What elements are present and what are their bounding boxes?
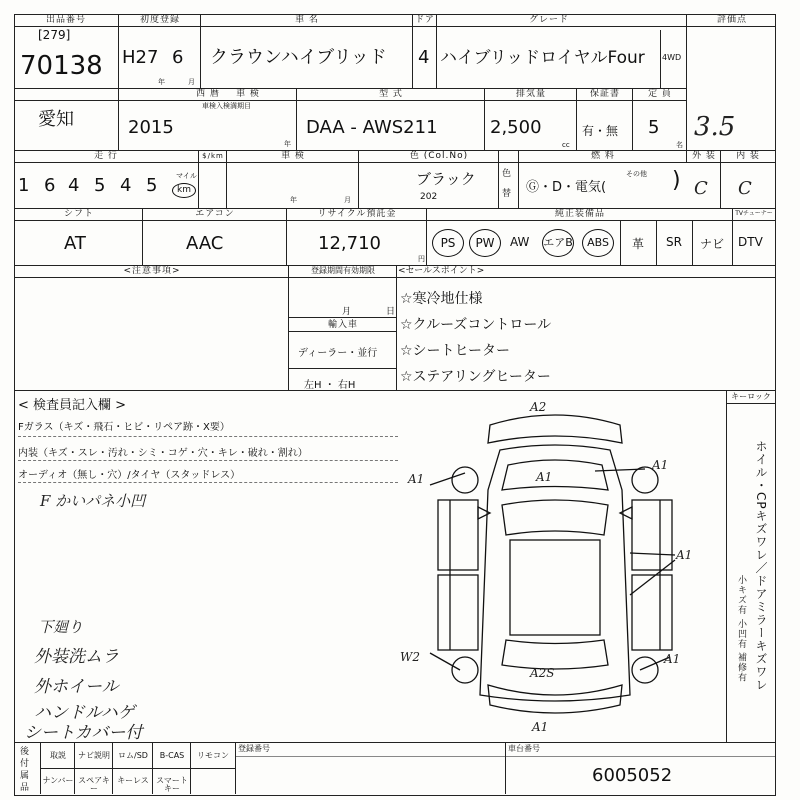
side-char: 品 — [20, 783, 30, 793]
inspector-header: < 検査員記入欄 > — [18, 398, 127, 413]
aircon-header: エアコン — [195, 209, 235, 219]
inspection-sub: 車検入検満期目 — [202, 102, 251, 110]
color-change-1: 色 — [502, 169, 512, 179]
equip-abs: ABS — [582, 229, 614, 257]
equipment-header: 純正装備品 — [554, 209, 605, 219]
chassis-number: 6005052 — [592, 765, 673, 786]
acc-spare-key: スペアキー — [78, 776, 110, 793]
acc-manual: 取説 — [50, 751, 66, 760]
year-unit: 年 — [158, 78, 165, 86]
recycle-header: リサイクル預託金 — [317, 209, 397, 219]
acc-bcas: B-CAS — [159, 751, 185, 760]
shift-header: シフト — [63, 209, 94, 219]
mileage-header: 走 行 — [94, 151, 118, 161]
model-year-unit: 年 — [284, 140, 291, 148]
color-change-2: 替 — [502, 189, 512, 199]
warranty-header: 保証書 — [589, 89, 620, 99]
acc-rom-sd: ロム/SD — [118, 751, 148, 760]
aircon-value: AAC — [186, 233, 224, 254]
acc-keyless: キーレス — [117, 776, 149, 785]
mileage-digit: 5 — [146, 175, 158, 196]
equip-pw: PW — [469, 229, 501, 257]
model-year: 2015 — [128, 117, 174, 138]
hand-note-2: 下廻り — [38, 618, 84, 636]
sales-point: ☆クルーズコントロール — [400, 317, 552, 333]
lot-prefix: [279] — [38, 28, 71, 42]
damage-mark-rear-right: A1 — [664, 652, 681, 666]
notes-header: <注意事項> — [123, 266, 181, 276]
month-unit: 月 — [188, 78, 195, 86]
model-code: DAA - AWS211 — [306, 117, 438, 138]
fuel-value: Ⓖ・D・電気( — [526, 180, 607, 195]
damage-mark-rear-left: W2 — [400, 650, 420, 664]
door-header: ドア — [415, 15, 435, 25]
recycle-value: 12,710 — [318, 233, 381, 254]
fuel-bracket-close: ) — [672, 168, 681, 193]
steering-value: 左H ・ 右H — [304, 380, 356, 391]
location: 愛知 — [38, 109, 74, 130]
model-year-header: 西 暦 — [196, 89, 220, 99]
hand-note-3: 外装洗ムラ — [34, 647, 119, 667]
exterior-header: 外 装 — [692, 151, 716, 161]
equip-dtv: DTV — [738, 235, 763, 249]
car-damage-diagram — [390, 395, 720, 740]
damage-mark-right-door: A1 — [676, 548, 693, 562]
registration-month: 月 — [342, 307, 352, 317]
first-reg-header: 初度登録 — [139, 15, 180, 25]
acc-smart-key: スマートキー — [156, 776, 188, 793]
sales-point: ☆シートヒーター — [400, 343, 510, 359]
score-header: 評価点 — [716, 15, 747, 25]
drive-type: 4WD — [662, 53, 682, 62]
inspection-header: 車 検 — [236, 89, 260, 99]
damage-mark-trunk: A2S — [530, 666, 555, 680]
registration-period-header: 登録期間有効期限 — [311, 266, 375, 275]
sales-point: ☆ステアリングヒーター — [400, 369, 551, 385]
damage-mark-front-bumper: A2 — [530, 400, 547, 414]
key-lock-text: ホイル・CPキズワレ／ドアミラーキズワレ — [754, 440, 768, 692]
capacity-header: 定 員 — [648, 89, 672, 99]
first-reg-month: 6 — [172, 47, 184, 68]
color-header: 色 (Col.No) — [409, 151, 469, 161]
capacity-unit: 名 — [676, 141, 683, 149]
mileage-digit: 4 — [68, 175, 80, 196]
drive-box — [660, 30, 686, 88]
equip-ps: PS — [432, 229, 464, 257]
hand-note-5: ハンドルハゲ — [34, 703, 135, 723]
mileage-unit-km: km — [172, 183, 196, 198]
acc-navi-manual: ナビ説明 — [78, 751, 110, 760]
equip-sunroof: SR — [666, 235, 682, 249]
shaken-header: 車 検 — [281, 151, 305, 161]
lot-no-header: 出品番号 — [45, 15, 86, 25]
exterior-grade: C — [694, 178, 708, 199]
grade-header: グレード — [528, 15, 569, 25]
warranty-value: 有・無 — [582, 124, 619, 138]
shift-value: AT — [64, 233, 86, 254]
acc-remote: リモコン — [197, 751, 229, 760]
score-value: 3.5 — [694, 112, 736, 142]
damage-mark-front-right: A1 — [652, 458, 669, 472]
model-header: 型 式 — [379, 89, 403, 99]
imported-header: 輸入車 — [327, 320, 358, 330]
registration-day: 日 — [386, 307, 396, 317]
fuel-header: 燃 料 — [591, 151, 615, 161]
inspector-line-interior: 内装（キズ・スレ・汚れ・シミ・コゲ・穴・キレ・破れ・割れ） — [18, 448, 308, 459]
door-count: 4 — [418, 47, 430, 68]
mileage-digit: 1 — [18, 175, 30, 196]
hand-note-6: シートカバー付 — [24, 723, 143, 743]
tuner-header: TVチューナー — [735, 210, 773, 217]
key-lock-header: キーロック — [731, 392, 771, 401]
color-number: 202 — [420, 192, 438, 202]
side-char: 後 — [20, 747, 30, 757]
inspector-line-audio: オーディオ（無し・穴）/タイヤ（スタッドレス） — [18, 470, 241, 481]
inspection-year-unit: 年 — [290, 196, 297, 204]
capacity-value: 5 — [648, 117, 660, 138]
equip-leather: 革 — [632, 237, 645, 251]
equip-airbag: エアB — [542, 229, 574, 257]
side-char: 付 — [20, 759, 30, 769]
displacement: 2,500 — [490, 117, 542, 138]
car-name: クラウンハイブリッド — [210, 47, 387, 68]
lot-number: 70138 — [20, 51, 103, 81]
side-char: 属 — [20, 771, 30, 781]
mileage-digit: 5 — [94, 175, 106, 196]
sales-points-header: <セールスポイント> — [398, 266, 485, 276]
displacement-header: 排気量 — [515, 89, 546, 99]
displacement-unit: cc — [562, 141, 570, 149]
car-name-header: 車 名 — [295, 15, 319, 25]
first-reg-era: H27 — [122, 47, 159, 68]
mileage-unit-mile: マイル — [176, 172, 197, 180]
reg-no-label: 登録番号 — [238, 744, 270, 753]
sales-point: ☆寒冷地仕様 — [400, 291, 483, 307]
grade-name: ハイブリッドロイヤルFour — [440, 48, 645, 68]
hand-note-1: F かいパネ小凹 — [40, 492, 146, 510]
chassis-no-label: 車台番号 — [508, 744, 540, 753]
damage-mark-rear-bumper: A1 — [532, 720, 549, 734]
recycle-unit: 円 — [418, 255, 425, 263]
mileage-sub-header: $/km — [202, 152, 224, 160]
interior-grade: C — [738, 178, 752, 199]
hand-note-4: 外ホイール — [34, 677, 119, 697]
damage-mark-hood: A1 — [536, 470, 553, 484]
damage-mark-front-left: A1 — [408, 472, 425, 486]
inspection-month-unit: 月 — [344, 196, 351, 204]
mileage-digits — [16, 170, 166, 200]
fuel-other: その他 — [626, 170, 647, 178]
dealer-value: ディーラー・並行 — [298, 348, 378, 359]
interior-header: 内 装 — [736, 151, 760, 161]
mileage-digit: 6 — [44, 175, 56, 196]
equip-navi: ナビ — [700, 237, 725, 251]
acc-number: ナンバー — [42, 776, 74, 785]
mileage-digit: 4 — [120, 175, 132, 196]
color-name: ブラック — [416, 170, 476, 188]
inspector-line-glass: Fガラス（キズ・飛石・ヒビ・リペア跡・X要） — [18, 422, 230, 433]
sales-points-list — [400, 286, 551, 390]
accessories-side-label — [20, 746, 29, 794]
key-lock-small: 小キズ有 小凹有 補修有 — [736, 575, 746, 683]
equip-aw: AW — [510, 235, 530, 249]
